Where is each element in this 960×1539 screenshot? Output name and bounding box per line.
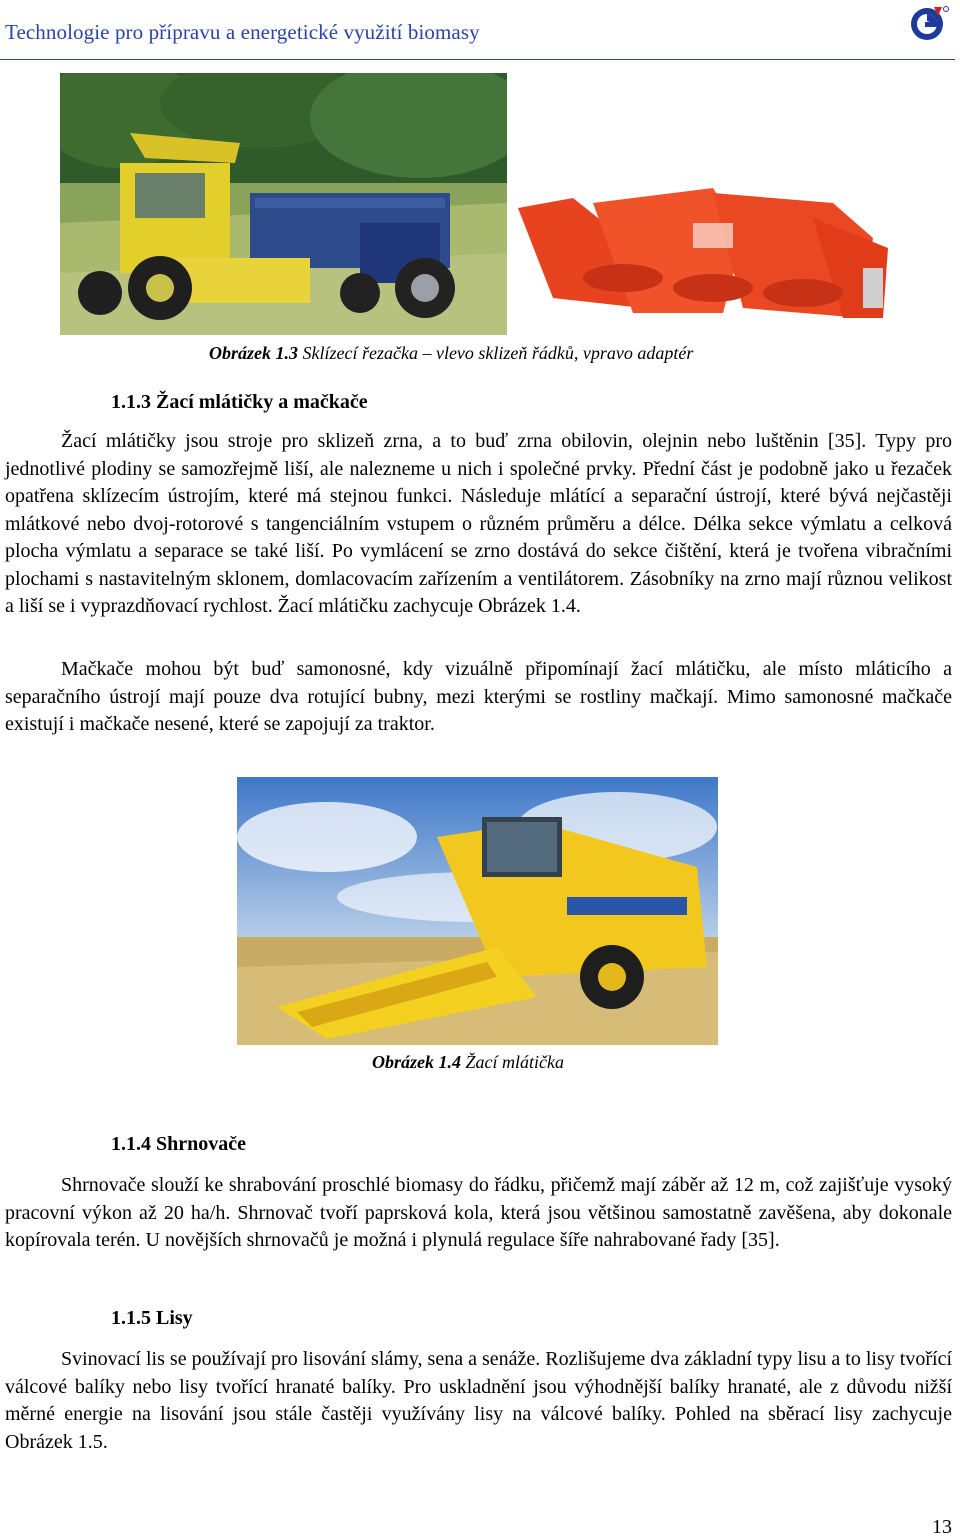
figure-1-3-caption (209, 343, 693, 364)
page-header (0, 0, 960, 60)
page-number: 13 (932, 1516, 952, 1538)
section-heading-1-1-4: 1.1.4 Shrnovače (111, 1133, 246, 1155)
figure-1-4-label: Obrázek 1.4 (372, 1052, 461, 1072)
forage-harvester-photo (60, 73, 507, 335)
paragraph-balers: Svinovací lis se používají pro lisování slámy, sena a senáže. Rozlišujeme dva základní typy lisu a to lisy tvořící válcové balíky nebo lisy tvořící hranaté balíky. Pro uskladnění jsou výhodnější balíky hranaté, ale z důvodu nižší měrné energie na lisování jsou stále častěji využívány lisy na válcové balíky. Pohled na sběrací lisy zachycuje Obrázek 1.5. (5, 1348, 952, 1453)
university-logo-icon (908, 3, 950, 43)
header-title: Technologie pro přípravu a energetické využití biomasy (5, 20, 480, 44)
figure-1-3-text: Sklízecí řezačka – vlevo sklizeň řádků, vpravo adaptér (298, 343, 694, 363)
header-divider (0, 59, 955, 60)
harvester-adapter-photo (513, 178, 893, 333)
paragraph-rakes: Shrnovače slouží ke shrabování proschlé biomasy do řádku, přičemž mají záběr až 12 m, což zajišťuje vysoký pracovní výkon až 20 ha/h. Shrnovač tvoří paprsková kola, která jsou většinou samostatně zavěšena, aby dokonale kopírovala terén. U novějších shrnovačů je možná i plynulá regulace šíře nahrabované řady [35]. (5, 1174, 952, 1251)
figure-1-4-caption (372, 1052, 564, 1073)
combine-harvester-photo (237, 777, 718, 1045)
section-heading-1-1-3: 1.1.3 Žací mlátičky a mačkače (111, 391, 368, 413)
section-heading-1-1-5: 1.1.5 Lisy (111, 1307, 193, 1329)
figure-1-3-label: Obrázek 1.3 (209, 343, 298, 363)
paragraph-combine-harvesters: Žací mlátičky jsou stroje pro sklizeň zrna, a to buď zrna obilovin, olejnin nebo luštěnin [35]. Typy pro jednotlivé plodiny se samozřejmě liší, ale nalezneme u nich i společné prvky. Přední část je podobně jako u řezaček opatřena sklízecím ústrojím, které má stejnou funkci. Následuje mlátící a separační ústrojí, které bývá nejčastěji mlátkové nebo dvoj-rotorové s tangenciálním vstupem o různém průměru a délce. Délka sekce výmlatu a celková plocha výmlatu a separace se také liší. Po vymlácení se zrno dostává do sekce čištění, která je tvořena vibračními plochami s nastavitelným sklonem, domlacovacím zařízením a ventilátorem. Zásobníky na zrno mají různou velikost a liší se i vyprazdňovací rychlost. Žací mlátičku zachycuje Obrázek 1.4. (5, 430, 952, 617)
paragraph-crushers: Mačkače mohou být buď samonosné, kdy vizuálně připomínají žací mlátičku, ale místo mláticího a separačního ústrojí mají pouze dva rotující bubny, mezi kterými se rostliny mačkají. Mimo samonosné mačkače existují i mačkače nesené, které se zapojují za traktor. (5, 658, 952, 735)
figure-1-4-text: Žací mlátička (461, 1052, 564, 1072)
